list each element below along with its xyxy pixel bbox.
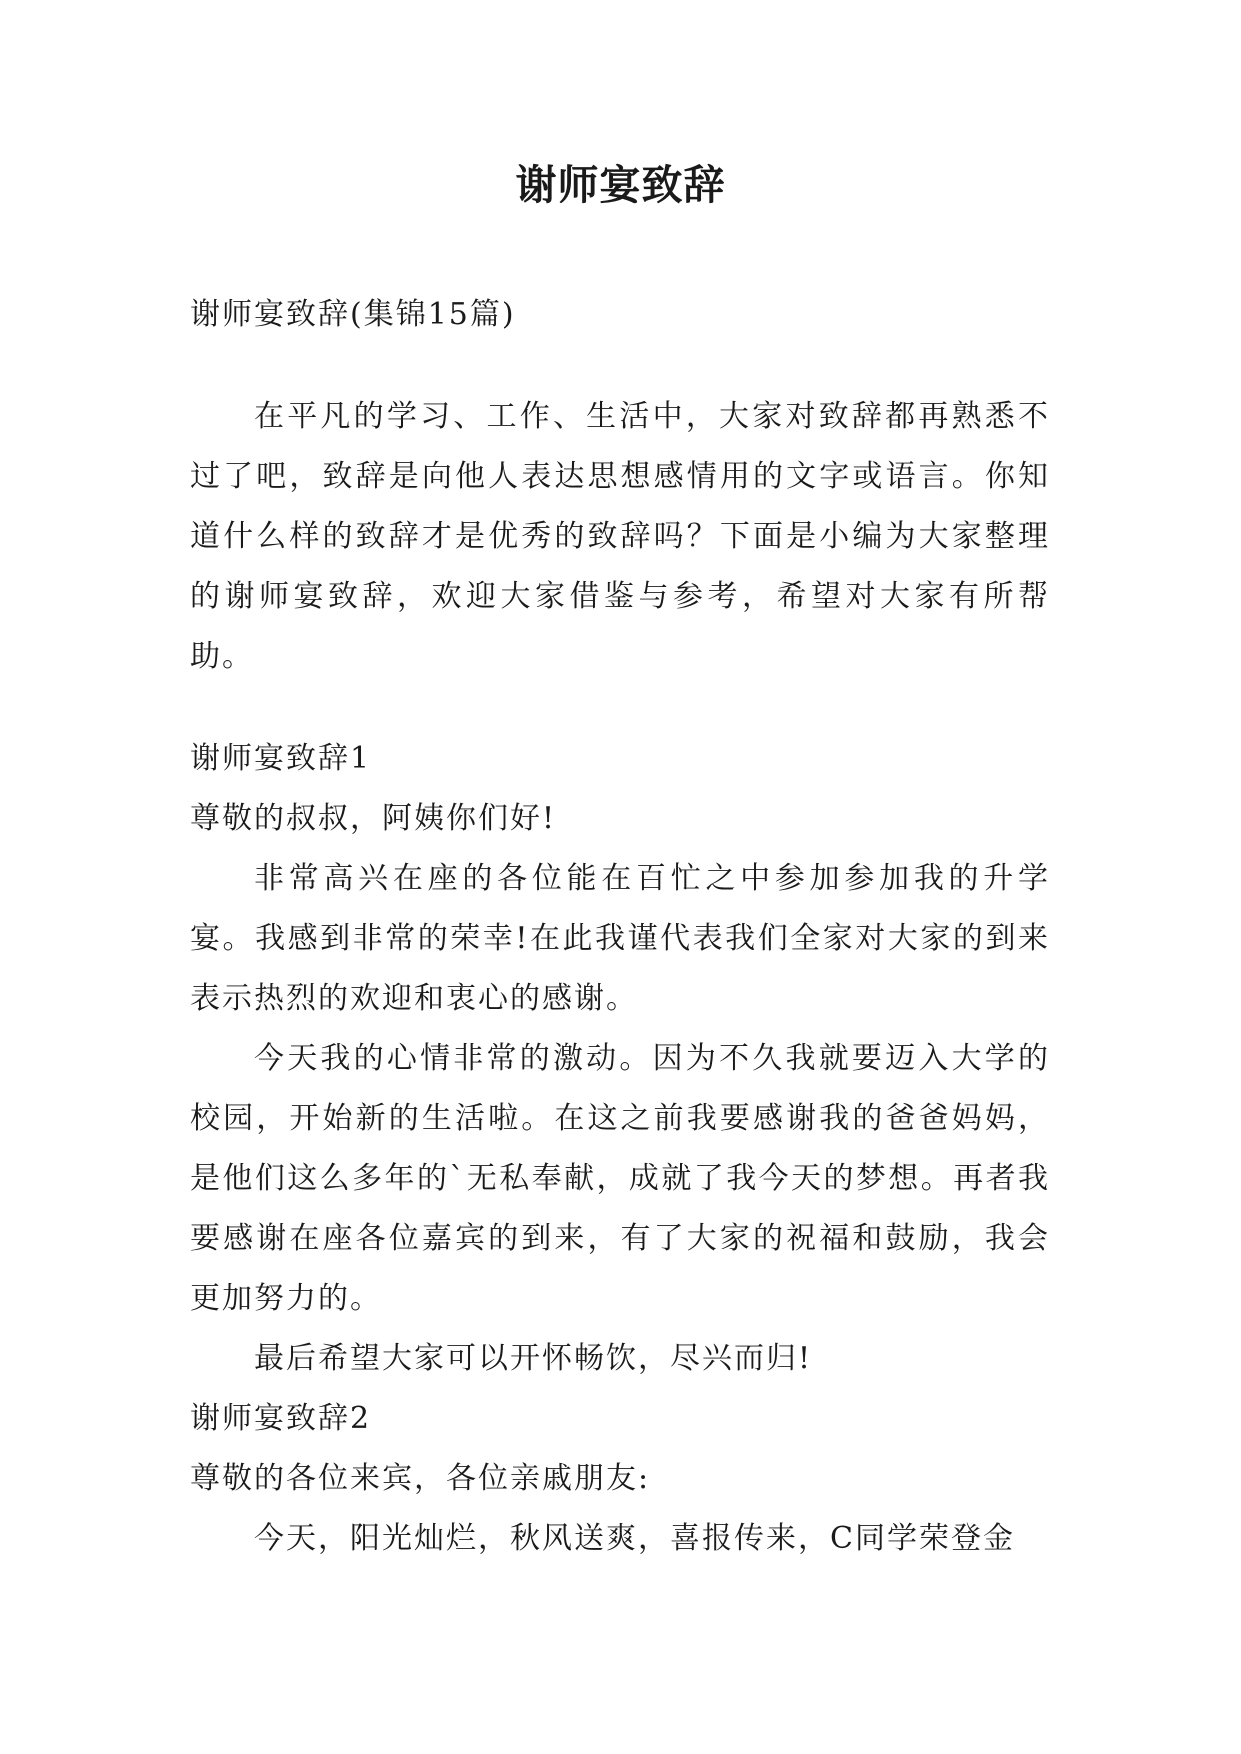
section-2-paragraph: 今天，阳光灿烂，秋风送爽，喜报传来，C同学荣登金 bbox=[254, 1521, 1015, 1556]
section-salutation-2: 尊敬的各位来宾，各位亲戚朋友: bbox=[190, 1461, 651, 1496]
section-1-paragraph: 今天我的心情非常的激动。因为不久我就要迈入大学的校园，开始新的生活啦。在这之前我要感谢我的爸爸妈妈，是他们这么多年的`无私奉献，成就了我今天的梦想。再者我要感谢在座各位嘉宾的到来，有了大家的祝福和鼓励，我会更加努力的。 bbox=[190, 1041, 1050, 1316]
section-salutation-1: 尊敬的叔叔，阿姨你们好! bbox=[190, 801, 557, 836]
section-1-paragraph: 最后希望大家可以开怀畅饮，尽兴而归! bbox=[254, 1341, 813, 1376]
section-heading-2: 谢师宴致辞2 bbox=[190, 1401, 372, 1436]
document-title: 谢师宴致辞 bbox=[515, 161, 726, 209]
document-subtitle: 谢师宴致辞(集锦15篇) bbox=[190, 297, 516, 332]
section-heading-1: 谢师宴致辞1 bbox=[190, 741, 372, 776]
section-1-paragraph: 非常高兴在座的各位能在百忙之中参加参加我的升学宴。我感到非常的荣幸!在此我谨代表我们全家对大家的到来表示热烈的欢迎和衷心的感谢。 bbox=[190, 861, 1050, 1016]
intro-paragraph: 在平凡的学习、工作、生活中，大家对致辞都再熟悉不过了吧，致辞是向他人表达思想感情用的文字或语言。你知道什么样的致辞才是优秀的致辞吗？下面是小编为大家整理的谢师宴致辞，欢迎大家借鉴与参考，希望对大家有所帮助。 bbox=[190, 399, 1050, 674]
document-body bbox=[190, 285, 1050, 1569]
